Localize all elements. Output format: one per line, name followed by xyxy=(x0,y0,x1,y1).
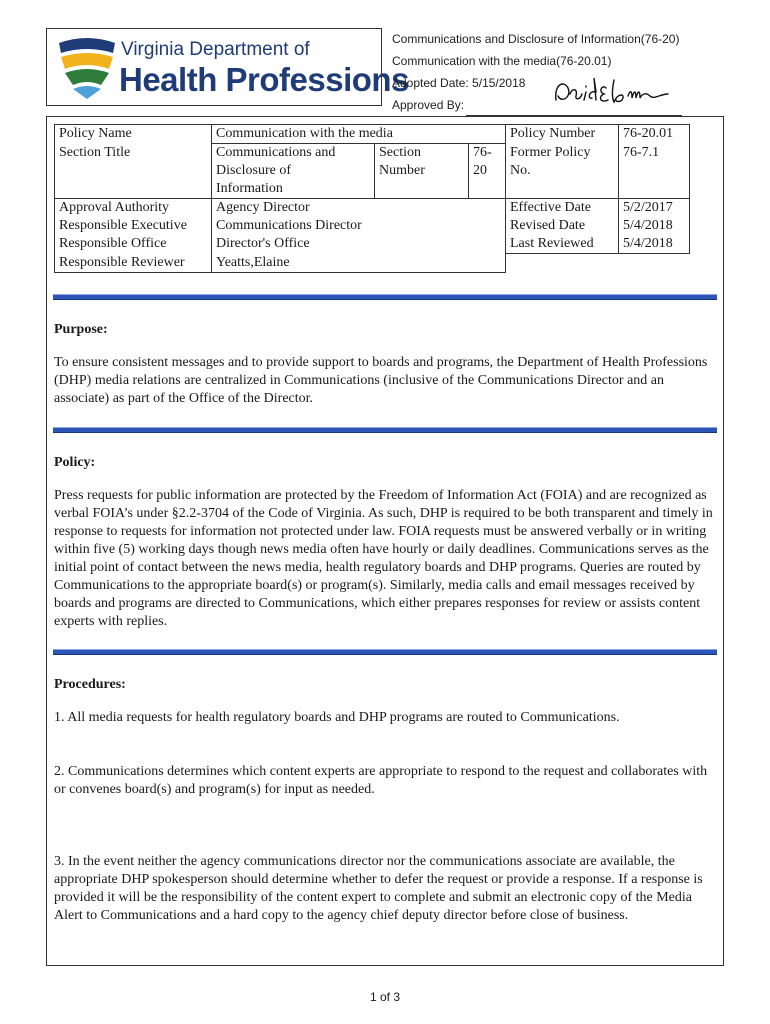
empty-cell xyxy=(506,254,690,273)
policy-info-table xyxy=(54,124,690,273)
revised-date-value: 5/4/2018 xyxy=(619,217,690,235)
section-number-line1: 76- xyxy=(473,145,492,160)
effective-date-value: 5/2/2017 xyxy=(619,199,690,218)
approval-authority-label: Approval Authority xyxy=(55,199,212,218)
logo-text-line1: Virginia Department of xyxy=(121,39,310,60)
page-number: 1 of 3 xyxy=(369,990,401,1004)
logo-text-line2: Health Professions xyxy=(119,61,409,98)
approved-by-label: Approved By: xyxy=(392,98,465,112)
responsible-office-value: Director's Office xyxy=(212,235,506,254)
section-title-line1: Communications and xyxy=(216,145,336,160)
section-divider-procedures xyxy=(53,649,717,655)
policy-number-label: Policy Number xyxy=(506,125,619,144)
former-policy-label-line2: No. xyxy=(510,162,531,178)
former-policy-label-line1: Former Policy xyxy=(510,144,591,160)
revised-date-label: Revised Date xyxy=(506,217,619,235)
former-policy-label xyxy=(506,144,619,199)
responsible-executive-label: Responsible Executive xyxy=(55,217,212,235)
effective-date-label: Effective Date xyxy=(506,199,619,218)
header-policy: Communication with the media(76-20.01) xyxy=(392,54,612,68)
approval-authority-value: Agency Director xyxy=(212,199,506,218)
last-reviewed-value: 5/4/2018 xyxy=(619,235,690,254)
section-divider-purpose xyxy=(53,294,717,300)
section-title-line3: Information xyxy=(216,181,283,196)
procedure-item-3: 3. In the event neither the agency communications director nor the communications associate are available, the appropriate DHP spokesperson should determine whether to defer the request or provide a response. If a response is provided it will be the responsibility of the content expert to complete and submit an electronic copy of the Media Alert to Communications and a hard copy to the agency chief deputy director before close of business. xyxy=(54,854,703,923)
policy-heading: Policy: xyxy=(54,455,96,470)
policy-text: Press requests for public information are protected by the Freedom of Information Act (FOIA) and are recognized as verbal FOIA’s under §2.2-3704 of the Code of Virginia. As such, DHP is required to be both transparent and timely in response to requests for information not protected under law. FOIA requests must be answered verbally or in writing within five (5) working days though news media often have hourly or daily deadlines. Communications serves as the initial point of contact between the news media, health regulatory boards and DHP programs. Queries are routed by Communications to the appropriate board(s) or program(s). Similarly, media calls and email messages received by boards and programs are directed to Communications, which either prepares responses for review or assists content experts with replies. xyxy=(54,488,713,629)
header-section: Communications and Disclosure of Information(76-20) xyxy=(392,32,680,46)
procedures-heading: Procedures: xyxy=(54,677,126,692)
section-number-label xyxy=(375,144,469,199)
dhp-logo-icon xyxy=(55,35,119,101)
section-divider-policy xyxy=(53,427,717,433)
former-policy-value: 76-7.1 xyxy=(619,144,690,199)
responsible-reviewer-label: Responsible Reviewer xyxy=(55,254,212,273)
section-number-line2: 20 xyxy=(473,163,487,178)
responsible-office-label: Responsible Office xyxy=(55,235,212,254)
signature-icon xyxy=(550,74,680,108)
section-title-line2: Disclosure of xyxy=(216,163,292,178)
section-number-value xyxy=(469,144,506,199)
section-title-label: Section Title xyxy=(55,144,212,199)
responsible-executive-value: Communications Director xyxy=(212,217,506,235)
header-adopted-date: Adopted Date: 5/15/2018 xyxy=(392,76,526,90)
section-title-value xyxy=(212,144,375,199)
purpose-heading: Purpose: xyxy=(54,322,108,337)
procedure-item-2: 2. Communications determines which content experts are appropriate to respond to the request and collaborates with or convenes board(s) and program(s) for input as needed. xyxy=(54,764,708,797)
section-number-label-line1: Section xyxy=(379,145,421,160)
last-reviewed-label: Last Reviewed xyxy=(506,235,619,254)
purpose-text: To ensure consistent messages and to provide support to boards and programs, the Department of Health Professions (DHP) media relations are centralized in Communications (inclusive of the Communications Director and an associate) as part of the Office of the Director. xyxy=(54,355,708,406)
responsible-reviewer-value: Yeatts,Elaine xyxy=(212,254,506,273)
agency-logo xyxy=(46,28,409,106)
procedure-item-1: 1. All media requests for health regulatory boards and DHP programs are routed to Communications. xyxy=(54,710,620,725)
policy-name-label: Policy Name xyxy=(55,125,212,144)
policy-name-value: Communication with the media xyxy=(212,125,506,144)
policy-number-value: 76-20.01 xyxy=(619,125,690,144)
section-number-label-line2: Number xyxy=(379,163,425,178)
